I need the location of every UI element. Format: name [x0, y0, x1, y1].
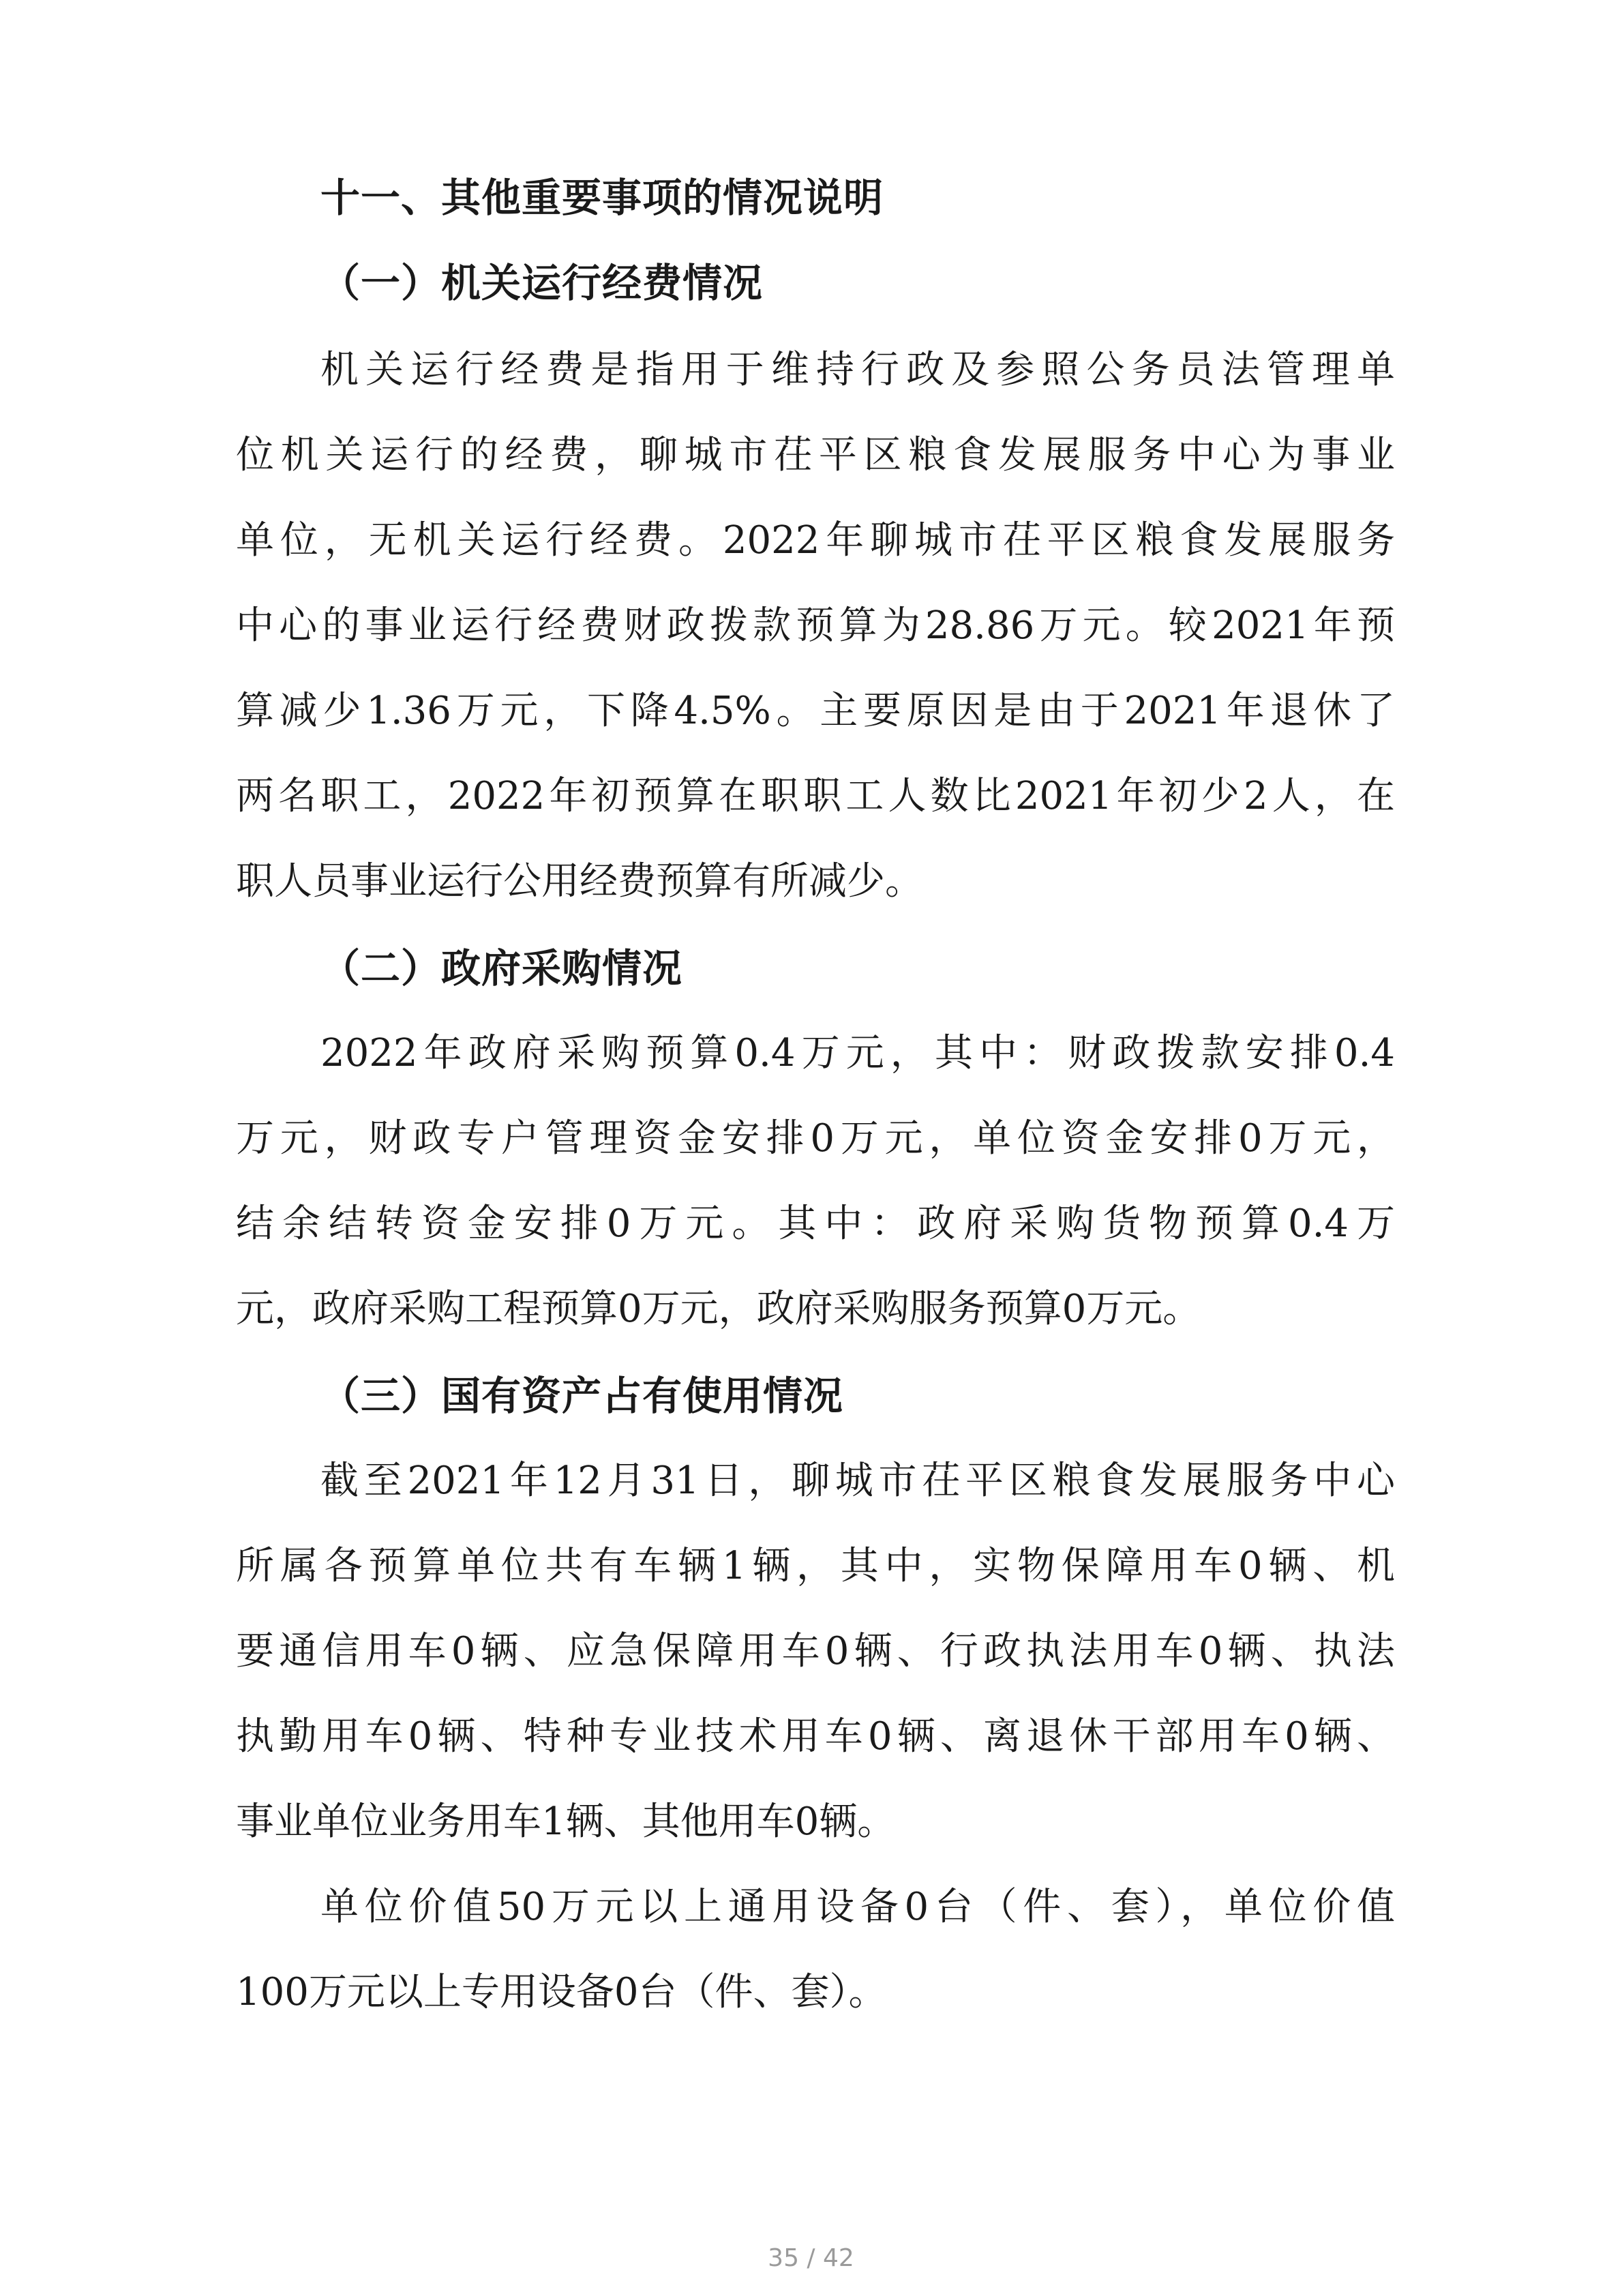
paragraph-line: 结余结转资金安排0万元。其中：政府采购货物预算0.4万: [236, 1202, 1395, 1246]
paragraph-line: 事业单位业务用车1辆、其他用车0辆。: [236, 1800, 896, 1844]
paragraph-line: 单位价值50万元以上通用设备0台（件、套），单位价值: [320, 1885, 1395, 1929]
paragraph-line: 要通信用车0辆、应急保障用车0辆、行政执法用车0辆、执法: [236, 1629, 1395, 1673]
paragraph-line: 职人员事业运行公用经费预算有所减少。: [236, 859, 923, 904]
subsection-title-3: （三）国有资产占有使用情况: [320, 1373, 844, 1419]
page-number: 35 / 42: [768, 2244, 854, 2272]
paragraph-line: 单位，无机关运行经费。2022年聊城市茌平区粮食发展服务: [236, 518, 1395, 563]
paragraph-line: 机关运行经费是指用于维持行政及参照公务员法管理单: [320, 348, 1395, 392]
paragraph-line: 截至2021年12月31日，聊城市茌平区粮食发展服务中心: [320, 1459, 1395, 1503]
subsection-title-1: （一）机关运行经费情况: [320, 260, 764, 306]
section-title: 十一、其他重要事项的情况说明: [320, 175, 884, 221]
paragraph-line: 元，政府采购工程预算0万元，政府采购服务预算0万元。: [236, 1287, 1201, 1331]
paragraph-line: 所属各预算单位共有车辆1辆，其中，实物保障用车0辆、机: [236, 1544, 1395, 1588]
paragraph-line: 万元，财政专户管理资金安排0万元，单位资金安排0万元，: [236, 1116, 1395, 1161]
subsection-title-2: （二）政府采购情况: [320, 945, 683, 992]
paragraph-line: 位机关运行的经费，聊城市茌平区粮食发展服务中心为事业: [236, 433, 1395, 477]
paragraph-line: 100万元以上专用设备0台（件、套）。: [236, 1970, 887, 2014]
paragraph-line: 算减少1.36万元，下降4.5%。主要原因是由于2021年退休了: [236, 689, 1395, 733]
paragraph-line: 中心的事业运行经费财政拨款预算为28.86万元。较2021年预: [236, 603, 1395, 648]
paragraph-line: 执勤用车0辆、特种专业技术用车0辆、离退休干部用车0辆、: [236, 1714, 1395, 1759]
paragraph-line: 2022年政府采购预算0.4万元，其中：财政拨款安排0.4: [320, 1031, 1395, 1075]
paragraph-line: 两名职工，2022年初预算在职职工人数比2021年初少2人，在: [236, 774, 1395, 818]
